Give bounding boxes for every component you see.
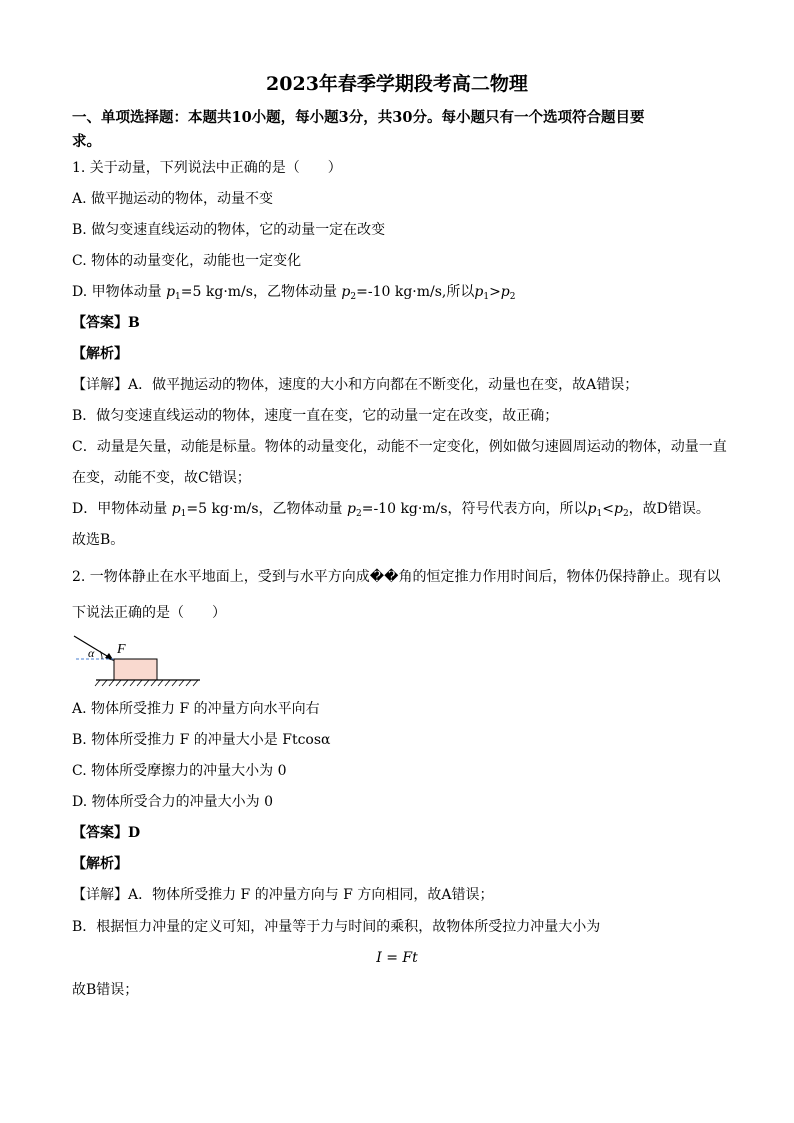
q2-option-a: A. 物体所受推力 F 的冲量方向水平向右 <box>72 701 320 717</box>
section-heading-cont: 求。 <box>72 133 101 150</box>
formula: I = Ft <box>376 950 418 966</box>
q1-stem: 1. 关于动量，下列说法中正确的是（ ） <box>72 160 342 176</box>
q2-stem: 2. 一物体静止在水平地面上，受到与水平方向成��角的恒定推力作用时间后，物体仍保持静止。现有以 <box>72 569 721 585</box>
section-heading: 一、单项选择题：本题共10小题，每小题3分，共30分。每小题只有一个选项符合题目要 <box>72 109 645 126</box>
q1-option-c: C. 物体的动量变化，动能也一定变化 <box>72 253 302 269</box>
q2-option-d: D. 物体所受合力的冲量大小为 0 <box>72 794 273 810</box>
force-arrowhead <box>105 653 114 661</box>
angle-label: α <box>88 646 95 660</box>
q2-analysis-label: 【解析】 <box>72 856 128 872</box>
q1-option-b: B. 做匀变速直线运动的物体，它的动量一定在改变 <box>72 222 386 238</box>
force-label: F <box>117 642 126 657</box>
q1-analysis-label: 【解析】 <box>72 346 128 362</box>
q1-answer: 【答案】B <box>72 315 140 331</box>
q1-detail-c: C．动量是矢量，动能是标量。物体的动量变化，动能不一定变化，例如做匀速圆周运动的物体，动量一直 <box>72 439 727 455</box>
q2-option-b: B. 物体所受推力 F 的冲量大小是 Ftcosα <box>72 732 331 748</box>
block <box>114 659 157 680</box>
q2-detail-b-end: 故B错误； <box>72 982 139 998</box>
q1-detail-b: B．做匀变速直线运动的物体，速度一直在变，它的动量一定在改变，故正确； <box>72 408 559 424</box>
force-diagram <box>72 633 202 693</box>
q2-stem-cont: 下说法正确的是（ ） <box>72 605 226 621</box>
q1-option-d: D. 甲物体动量 $p_1=5$ kg·m/s，乙物体动量 $p_2=-10$ kg·m/s,所以$p_1>p_2$ <box>72 284 516 302</box>
q1-option-a: A. 做平抛运动的物体，动量不变 <box>72 191 274 207</box>
q2-detail-b: B．根据恒力冲量的定义可知，冲量等于力与时间的乘积，故物体所受拉力冲量大小为 <box>72 919 601 935</box>
q1-detail-a: 【详解】A．做平抛运动的物体，速度的大小和方向都在不断变化，动量也在变，故A错误； <box>72 377 639 393</box>
q2-answer: 【答案】D <box>72 825 141 841</box>
q1-conclusion: 故选B。 <box>72 532 125 548</box>
q2-detail-a: 【详解】A．物体所受推力 F 的冲量方向与 F 方向相同，故A错误； <box>72 887 494 903</box>
q2-option-c: C. 物体所受摩擦力的冲量大小为 0 <box>72 763 287 779</box>
q1-detail-d: D．甲物体动量 $p_1=5$ kg·m/s，乙物体动量 $p_2=-10$ kg·m/s，符号代表方向，所以$p_1<p_2$，故D错误。 <box>72 501 710 519</box>
ground-hatching <box>95 680 198 686</box>
page-title: 2023年春季学期段考高二物理 <box>266 73 528 95</box>
q1-detail-c-cont: 在变，动能不变，故C错误； <box>72 470 251 486</box>
